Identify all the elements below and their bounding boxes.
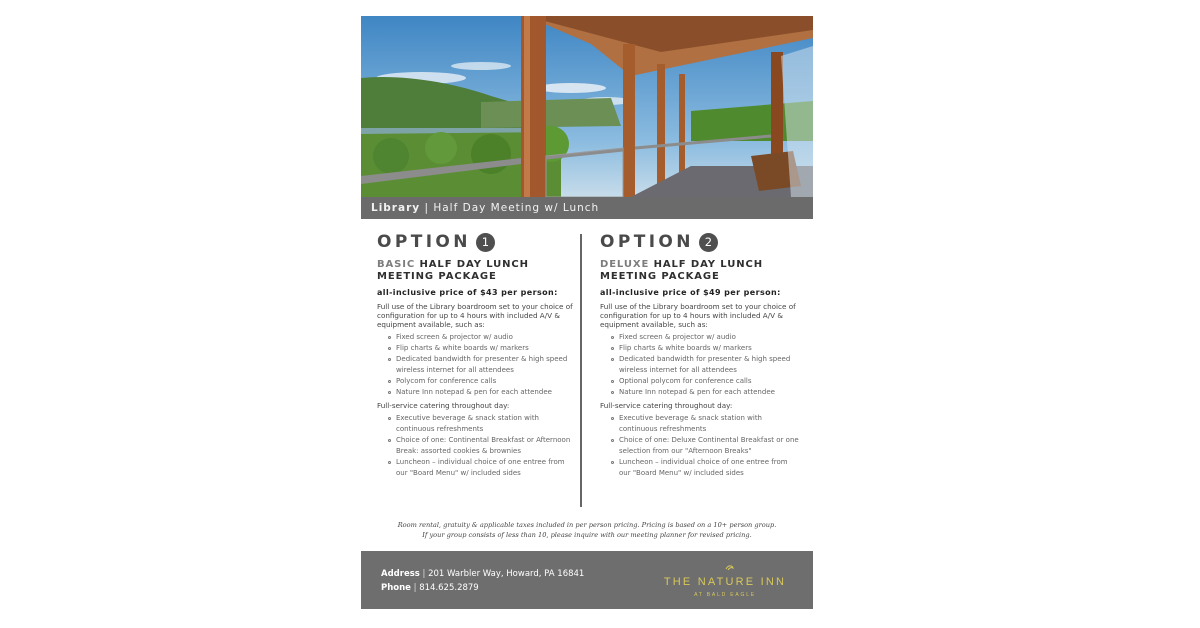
list-item: Fixed screen & projector w/ audio (619, 332, 800, 343)
contact-footer (361, 551, 813, 609)
option-2-tier: DELUXE (600, 259, 650, 270)
pricing-footnote (361, 520, 813, 540)
contact-info (381, 567, 584, 595)
option-2-catering-list (600, 413, 800, 479)
list-item: Executive beverage & snack station with continuous refreshments (619, 413, 800, 435)
logo-tagline: AT BALD EAGLE (694, 592, 756, 598)
option-2-label: OPTION (600, 232, 694, 252)
column-divider (580, 234, 582, 507)
address-label: Address (381, 569, 420, 579)
nature-inn-logo (658, 561, 793, 601)
option-1-column (377, 232, 577, 479)
room-name: Library (371, 202, 421, 214)
option-2-heading (600, 232, 800, 252)
option-2-column (600, 232, 800, 479)
list-item: Nature Inn notepad & pen for each attendee (396, 387, 577, 398)
event-name: Half Day Meeting w/ Lunch (433, 202, 600, 214)
option-1-intro: Full use of the Library boardroom set to your choice of configuration for up to 4 hours with included A/V & equipment available, such as: (377, 302, 573, 329)
list-item: Polycom for conference calls (396, 376, 577, 387)
list-item: Luncheon – individual choice of one entree from our "Board Menu" w/ included sides (396, 457, 577, 479)
phone-line (381, 581, 584, 595)
option-2-title: HALF DAY LUNCH MEETING PACKAGE (600, 259, 764, 282)
option-1-heading (377, 232, 577, 252)
phone-label: Phone (381, 583, 411, 593)
address-value: 201 Warbler Way, Howard, PA 16841 (428, 569, 585, 579)
phone-separator: | (413, 583, 417, 593)
list-item: Choice of one: Deluxe Continental Breakfast or one selection from our "Afternoon Breaks" (619, 436, 799, 455)
footnote-line: Room rental, gratuity & applicable taxes included in per person pricing. Pricing is based on a 10+ person group. (397, 521, 777, 529)
option-1-catering-list (377, 413, 577, 479)
option-1-package-title (377, 259, 577, 283)
address-line (381, 567, 584, 581)
list-item: Optional polycom for conference calls (619, 376, 800, 387)
option-1-price: all-inclusive price of $43 per person: (377, 288, 558, 297)
option-2-price: all-inclusive price of $49 per person: (600, 288, 781, 297)
list-item: Flip charts & white boards w/ markers (619, 343, 800, 354)
list-item: Executive beverage & snack station with continuous refreshments (396, 413, 577, 435)
list-item: Luncheon – individual choice of one entree from our "Board Menu" w/ included sides (619, 457, 800, 479)
option-1-label: OPTION (377, 232, 471, 252)
list-item: Fixed screen & projector w/ audio (396, 332, 577, 343)
list-item: Flip charts & white boards w/ markers (396, 343, 577, 354)
option-1-title: HALF DAY LUNCH MEETING PACKAGE (377, 259, 529, 282)
bird-icon (726, 566, 733, 570)
list-item: Nature Inn notepad & pen for each attendee (619, 387, 800, 398)
address-separator: | (422, 569, 426, 579)
option-2-number-badge: 2 (699, 233, 718, 252)
list-item: Choice of one: Continental Breakfast or Afternoon Break: assorted cookies & brownies (396, 435, 577, 457)
footnote-line: If your group consists of less than 10, please inquire with our meeting planner for revised pricing. (422, 531, 752, 539)
option-2-catering-heading: Full-service catering throughout day: (600, 401, 733, 410)
option-1-number-badge: 1 (476, 233, 495, 252)
option-2-equipment-list (600, 332, 800, 398)
option-1-equipment-list (377, 332, 577, 398)
option-1-catering-heading: Full-service catering throughout day: (377, 401, 510, 410)
option-2-package-title (600, 259, 800, 283)
list-item: Dedicated bandwidth for presenter & high speed wireless internet for all attendees (619, 354, 800, 376)
list-item: Dedicated bandwidth for presenter & high speed wireless internet for all attendees (396, 354, 577, 376)
phone-value: 814.625.2879 (419, 583, 479, 593)
logo-name: THE NATURE INN (663, 576, 787, 588)
title-separator: | (424, 202, 429, 214)
option-2-intro: Full use of the Library boardroom set to your choice of configuration for up to 4 hours with included A/V & equipment available, such as: (600, 302, 796, 329)
flyer-page (361, 16, 813, 609)
porch-landscape-photo (361, 16, 813, 197)
title-bar (361, 197, 813, 219)
option-1-tier: BASIC (377, 259, 416, 270)
